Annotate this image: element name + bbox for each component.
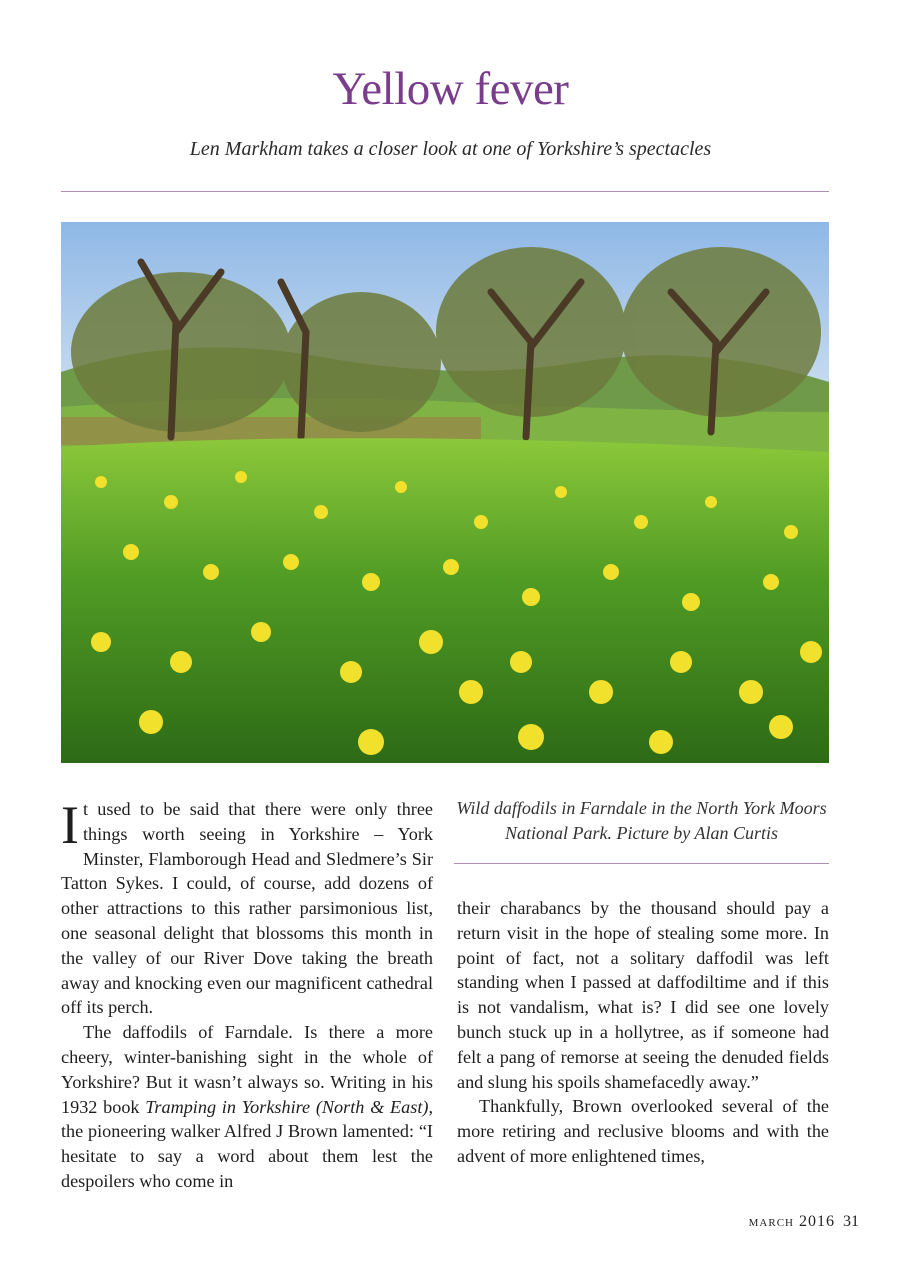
paragraph-2-text-b: , the pioneering walker Alfred J Brown lamented: “I hesitate to say a word about them lest the despoilers who come in [61, 1096, 433, 1191]
paragraph-2-text-a: The daffodils of Farndale. Is there a more cheery, winter-banishing sight in the whole of Yorkshire? But it wasn’t always so. Writing in his 1932 book [61, 1022, 433, 1117]
page-number: 31 [843, 1213, 859, 1230]
issue-month: march 2016 [748, 1213, 835, 1230]
paragraph-2 [61, 1020, 433, 1194]
paragraph-3: their charabancs by the thousand should pay a return visit in the hope of stealing some more. In point of fact, not a solitary daffodil was left standing when I passed at daffodiltime and if this is not vandalism, what is? I did see one lovely bunch stuck up in a hollytree, as if someone had felt a pang of remorse at seeing the denuded fields and slung his spoils shamefacedly away.” [457, 898, 829, 1092]
photo-caption: Wild daffodils in Farndale in the North York Moors National Park. Picture by Alan Curtis [456, 798, 827, 843]
page-footer [749, 1213, 859, 1231]
column-left [61, 797, 433, 1194]
paragraph-4: Thankfully, Brown overlooked several of the more retiring and reclusive blooms and with the advent of more enlightened times, [457, 1096, 829, 1166]
article-title: Yellow fever [332, 63, 569, 115]
article-photo [61, 222, 829, 763]
column-right [457, 896, 829, 1169]
drop-cap: I [61, 795, 79, 855]
caption-divider [454, 863, 829, 864]
paragraph-1-text: t used to be said that there were only three things worth seeing in Yorkshire – York Minster, Flamborough Head and Sledmere’s Sir Tatton Sykes. I could, of course, add dozens of other attractions to this rather parsimonious list, one seasonal delight that blossoms this month in the valley of our River Dove taking the breath away and knocking even our magnificent cathedral off its perch. [61, 799, 433, 1018]
book-title: Tramping in Yorkshire (North & East) [145, 1096, 429, 1117]
paragraph-1 [61, 797, 433, 1020]
title-divider [61, 191, 829, 192]
article-standfirst: Len Markham takes a closer look at one of Yorkshire’s spectacles [189, 138, 712, 160]
